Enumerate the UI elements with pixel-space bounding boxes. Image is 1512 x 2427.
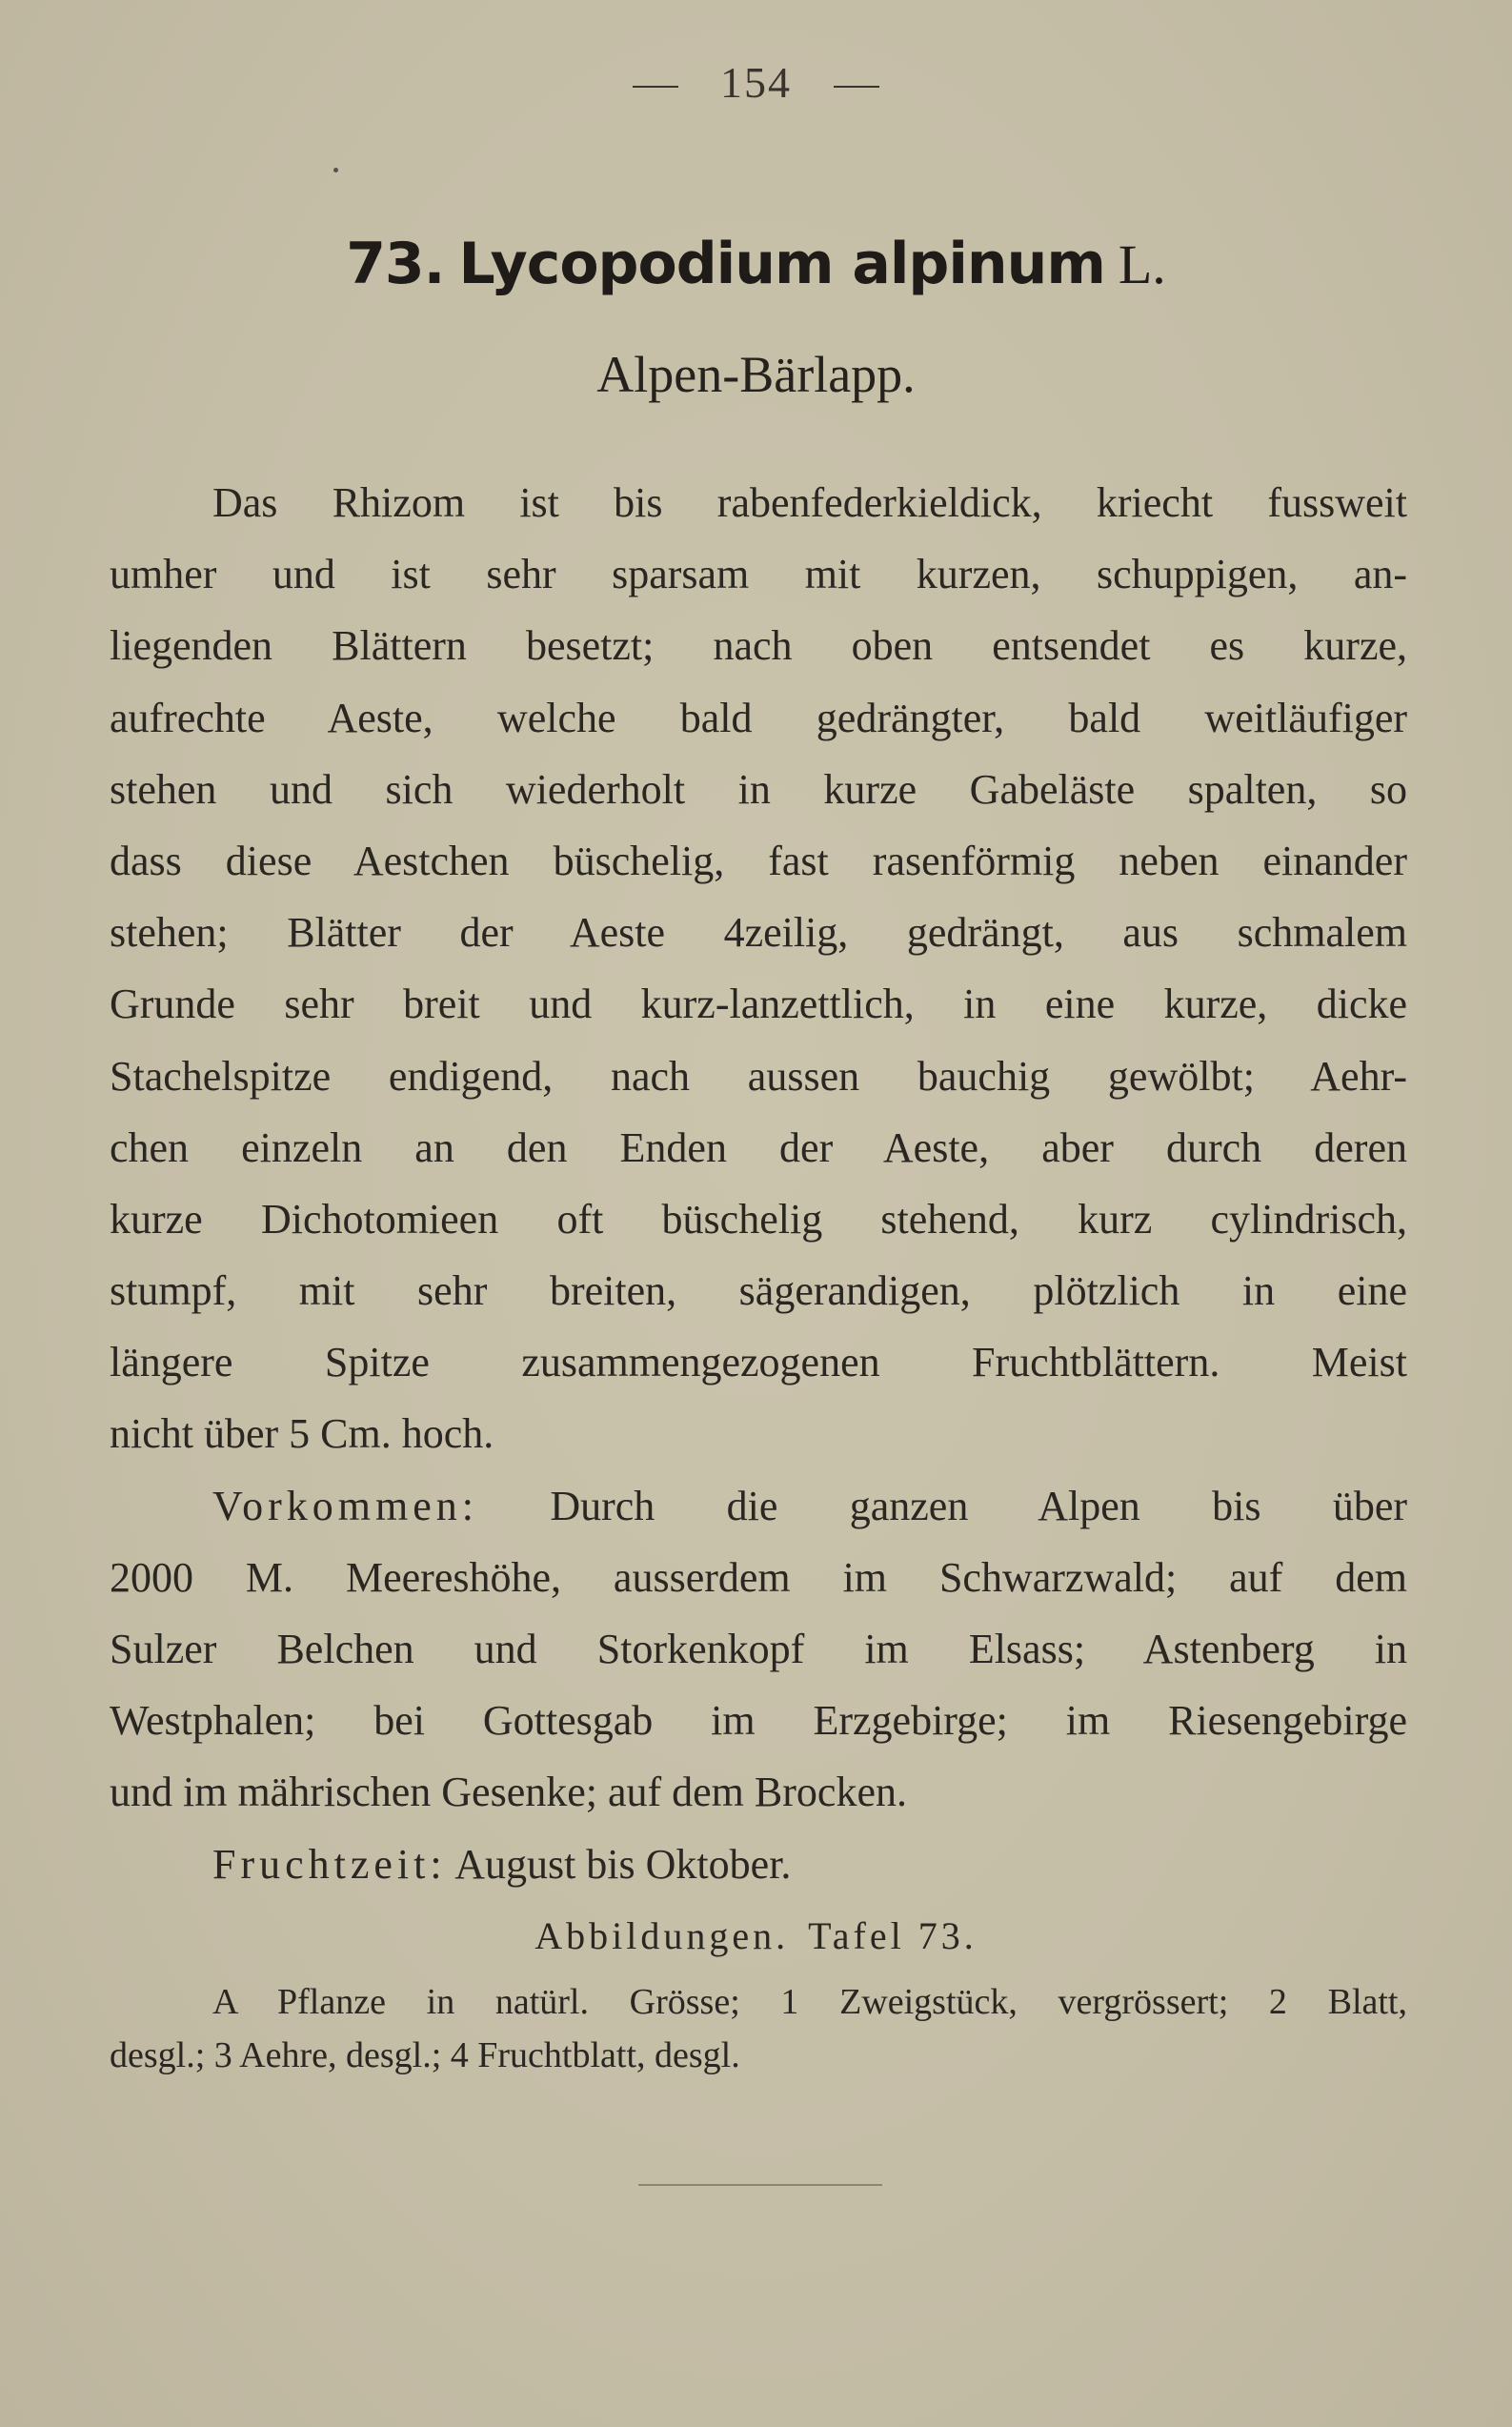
- description-line: Grunde sehr breit und kurz-lanzettlich, in eine kurze, dicke: [110, 981, 1407, 1028]
- plate-number: Tafel 73.: [808, 1914, 978, 1957]
- occurrence-line: 2000 M. Meereshöhe, ausserdem im Schwarzwald; auf dem: [110, 1553, 1407, 1601]
- description-line: stehen und sich wiederholt in kurze Gabeläste spalten, so: [110, 765, 1407, 813]
- page-number: 154: [720, 58, 792, 107]
- fruiting-text: August bis Oktober.: [454, 1840, 792, 1888]
- description-line: umher und ist sehr sparsam mit kurzen, schuppigen, an-: [110, 551, 1407, 598]
- species-number: 73.: [346, 231, 445, 297]
- description-line: Das Rhizom ist bis rabenfederkieldick, kriecht fussweit: [212, 479, 1407, 526]
- common-name: Alpen-Bärlapp.: [596, 346, 916, 403]
- description-block: [110, 467, 1407, 1900]
- species-name: Lycopodium alpinum: [458, 231, 1105, 297]
- occurrence-line: Sulzer Belchen und Storkenkopf im Elsass; Astenberg in: [110, 1626, 1407, 1672]
- description-line: kurze Dichotomieen oft büschelig stehend, kurz cylindrisch,: [110, 1195, 1407, 1243]
- print-speck: [333, 168, 338, 172]
- species-author: L.: [1118, 233, 1166, 295]
- description-line: stehen; Blätter der Aeste 4zeilig, gedrängt, aus schmalem: [110, 909, 1407, 957]
- species-heading: [0, 231, 1512, 297]
- occurrence-label: Vorkommen:: [212, 1482, 478, 1529]
- occurrence-text: Durch die ganzen Alpen bis über: [550, 1482, 1408, 1529]
- fruiting-label: Fruchtzeit:: [212, 1840, 447, 1888]
- end-rule: [638, 2184, 882, 2186]
- description-line: längere Spitze zusammengezogenen Fruchtblättern. Meist: [110, 1339, 1407, 1386]
- occurrence-line: und im mährischen Gesenke; auf dem Brocken.: [110, 1769, 907, 1816]
- illustrations-caption: [110, 1975, 1407, 2082]
- description-line: liegenden Blättern besetzt; nach oben entsendet es kurze,: [110, 622, 1407, 670]
- dash-right: [834, 86, 879, 88]
- occurrence-line: Westphalen; bei Gottesgab im Erzgebirge; im Riesengebirge: [110, 1697, 1407, 1745]
- caption-line: A Pflanze in natürl. Grösse; 1 Zweigstück, vergrössert; 2 Blatt,: [212, 1982, 1407, 2022]
- description-line: nicht über 5 Cm. hoch.: [110, 1410, 494, 1458]
- description-line: chen einzeln an den Enden der Aeste, aber durch deren: [110, 1123, 1407, 1171]
- dash-left: [633, 86, 678, 88]
- description-line: dass diese Aestchen büschelig, fast rasenförmig neben einander: [110, 837, 1407, 884]
- description-line: stumpf, mit sehr breiten, sägerandigen, plötzlich in eine: [110, 1267, 1407, 1315]
- illustrations-heading: [0, 1913, 1512, 1958]
- description-line: Stachelspitze endigend, nach aussen bauchig gewölbt; Aehr-: [110, 1052, 1407, 1100]
- caption-line: desgl.; 3 Aehre, desgl.; 4 Fruchtblatt, desgl.: [110, 2035, 740, 2075]
- description-line: aufrechte Aeste, welche bald gedrängter, bald weitläufiger: [110, 694, 1407, 741]
- fruiting-line: [110, 1829, 1407, 1900]
- page-number-header: [0, 57, 1512, 108]
- occurrence-first-line: [110, 1470, 1407, 1542]
- illustrations-label: Abbildungen.: [534, 1914, 790, 1957]
